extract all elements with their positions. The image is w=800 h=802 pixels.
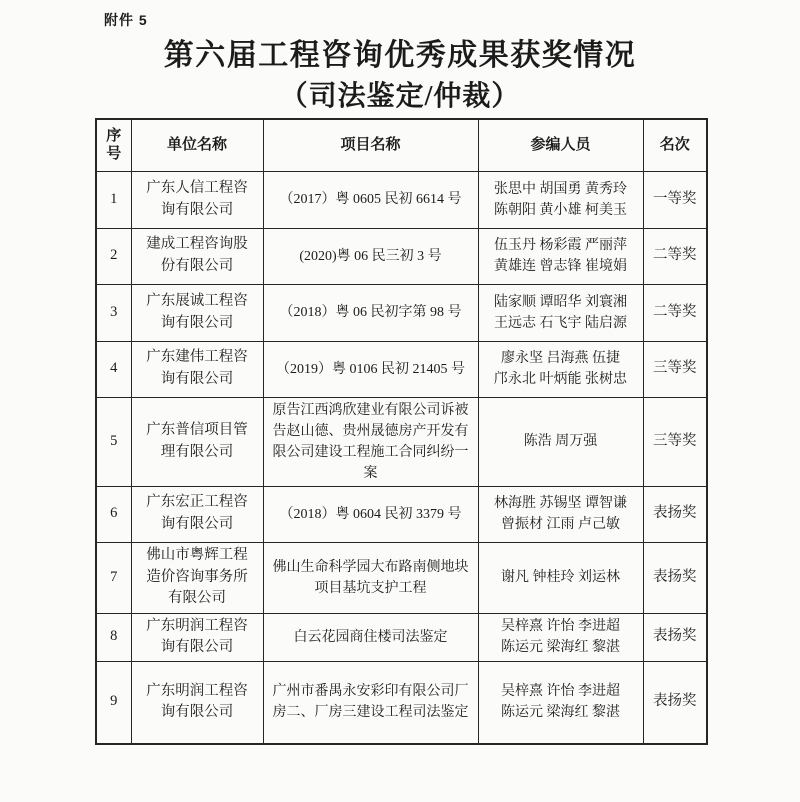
participants-line: 廖永坚 吕海燕 伍捷	[501, 351, 620, 366]
header-project-name: 项目名称	[263, 119, 478, 171]
table-row	[96, 397, 707, 486]
participants-line: 黄雄连 曾志锋 崔境娟	[494, 259, 627, 274]
cell-unit-name: 建成工程咨询股份有限公司	[131, 228, 263, 284]
cell-project-name: （2018）粤 0604 民初 3379 号	[263, 486, 478, 542]
table-row	[96, 613, 707, 662]
cell-participants	[478, 341, 643, 397]
participants-line: 张思中 胡国勇 黄秀玲	[494, 181, 627, 197]
participants-line: 谢凡 钟桂玲 刘运林	[501, 570, 620, 585]
cell-participants	[478, 228, 643, 284]
cell-rank: 表扬奖	[643, 613, 707, 662]
cell-serial-number: 9	[96, 662, 131, 744]
document-title-line2: （司法鉴定/仲裁）	[279, 81, 521, 112]
cell-project-name: （2018）粤 06 民初字第 98 号	[263, 284, 478, 341]
cell-participants	[478, 486, 643, 542]
awards-table	[95, 118, 708, 745]
participants-line: 王远志 石飞宇 陆启源	[494, 315, 627, 331]
cell-project-name: (2020)粤 06 民三初 3 号	[263, 228, 478, 284]
cell-rank: 表扬奖	[643, 542, 707, 613]
header-participants: 参编人员	[478, 119, 643, 171]
cell-unit-name: 广东人信工程咨询有限公司	[131, 171, 263, 228]
participants-line: 吴梓熹 许怡 李进超	[501, 619, 620, 635]
header-unit-name: 单位名称	[131, 119, 263, 171]
cell-project-name: 广州市番禺永安彩印有限公司厂房二、厂房三建设工程司法鉴定	[263, 662, 478, 744]
cell-rank: 二等奖	[643, 228, 707, 284]
cell-participants	[478, 284, 643, 341]
participants-line: 陈运元 梁海红 黎湛	[501, 640, 620, 656]
cell-rank: 二等奖	[643, 284, 707, 341]
cell-serial-number: 8	[96, 613, 131, 662]
header-rank: 名次	[643, 119, 707, 171]
cell-serial-number: 1	[96, 171, 131, 228]
participants-line: 陈浩 周万强	[523, 434, 598, 449]
cell-participants	[478, 662, 643, 744]
cell-rank: 三等奖	[643, 341, 707, 397]
cell-serial-number: 3	[96, 284, 131, 341]
participants-line: 伍玉丹 杨彩霞 严丽萍	[494, 238, 627, 253]
cell-unit-name: 广东展诚工程咨询有限公司	[131, 284, 263, 341]
participants-line: 陆家顺 谭昭华 刘寰湘	[494, 294, 627, 310]
cell-rank: 表扬奖	[643, 486, 707, 542]
cell-participants	[478, 542, 643, 613]
table-header-row	[96, 119, 707, 171]
cell-unit-name: 广东宏正工程咨询有限公司	[131, 486, 263, 542]
cell-unit-name: 佛山市粤辉工程造价咨询事务所有限公司	[131, 542, 263, 613]
cell-serial-number: 4	[96, 341, 131, 397]
cell-participants	[478, 613, 643, 662]
table-row	[96, 284, 707, 341]
table-row	[96, 486, 707, 542]
header-serial-number: 序号	[96, 119, 131, 171]
cell-rank: 表扬奖	[643, 662, 707, 744]
cell-participants	[478, 171, 643, 228]
participants-line: 陈运元 梁海红 黎湛	[501, 705, 620, 721]
cell-project-name: （2017）粤 0605 民初 6614 号	[263, 171, 478, 228]
cell-unit-name: 广东建伟工程咨询有限公司	[131, 341, 263, 397]
participants-line: 林海胜 苏锡坚 谭智谦	[494, 496, 627, 511]
cell-unit-name: 广东明润工程咨询有限公司	[131, 662, 263, 744]
document-title-line1: 第六届工程咨询优秀成果获奖情况	[163, 39, 637, 72]
participants-line: 吴梓熹 许怡 李进超	[501, 684, 620, 700]
attachment-label: 附件 5	[104, 12, 148, 28]
cell-project-name: 白云花园商住楼司法鉴定	[263, 613, 478, 662]
cell-rank: 一等奖	[643, 171, 707, 228]
participants-line: 邝永北 叶炳能 张树忠	[494, 372, 627, 387]
table-row	[96, 171, 707, 228]
table-row	[96, 228, 707, 284]
cell-rank: 三等奖	[643, 397, 707, 486]
cell-project-name: 佛山生命科学园大布路南侧地块项目基坑支护工程	[263, 542, 478, 613]
participants-line: 曾振材 江雨 卢己敏	[501, 517, 620, 532]
table-row	[96, 341, 707, 397]
table-row	[96, 542, 707, 613]
table-row	[96, 662, 707, 744]
cell-project-name: 原告江西鸿欣建业有限公司诉被告赵山德、贵州晟德房产开发有限公司建设工程施工合同纠纷一案	[263, 397, 478, 486]
cell-serial-number: 7	[96, 542, 131, 613]
participants-line: 陈朝阳 黄小雄 柯美玉	[494, 202, 627, 218]
cell-unit-name: 广东明润工程咨询有限公司	[131, 613, 263, 662]
cell-serial-number: 5	[96, 397, 131, 486]
cell-project-name: （2019）粤 0106 民初 21405 号	[263, 341, 478, 397]
cell-serial-number: 6	[96, 486, 131, 542]
cell-serial-number: 2	[96, 228, 131, 284]
cell-unit-name: 广东普信项目管理有限公司	[131, 397, 263, 486]
cell-participants	[478, 397, 643, 486]
